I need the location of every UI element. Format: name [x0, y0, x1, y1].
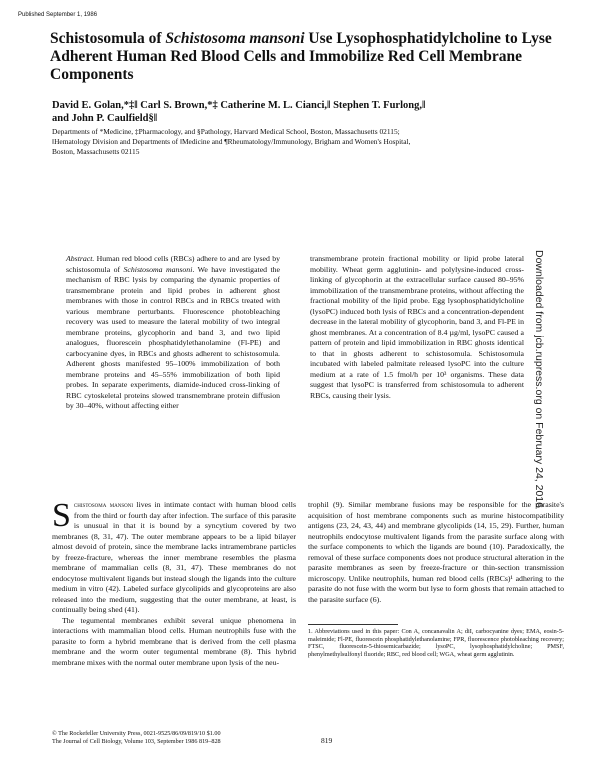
journal-citation: The Journal of Cell Biology, Volume 103, September 1986 819–828 [52, 737, 221, 745]
abstract-species: Schistosoma mansoni [123, 264, 193, 274]
intro-paragraph-1 [52, 497, 296, 616]
abstract-left-column [66, 254, 280, 412]
abstract-text-2: . We have investigated the mechanism of RBC lysis by comparing the dynamic properties of transmembrane protein and lipid probes in adherent ghost membranes with those in control RBCs and in RBCs treated with various membrane perturbants. Fluorescence photobleaching recovery was used to measure the lateral mobility of two integral membrane proteins, glycophorin and band 3, and two lipid analogues, fluorescein phosphatidylethanolamine (Fl-PE) and carbocyanine dyes, in RBCs and ghosts adherent to schistosomula. Adherent ghosts manifested 95–100% immobilization of both membrane proteins and 45–55% immobilization of both lipid probes. In separate experiments, diamide-induced cross-linking of RBC cytoskeletal proteins slowed transmembrane protein diffusion by 30–40%, without affecting either [66, 264, 281, 410]
author-list [52, 100, 552, 125]
copyright-line-1: © The Rockefeller University Press, 0021-9525/86/09/819/10 $1.00 [52, 730, 221, 737]
drop-cap: S [52, 497, 71, 534]
affiliation-line-3: Boston, Massachusetts 02115 [52, 147, 140, 157]
affiliation-line-1: Departments of *Medicine, ‡Pharmacology, and §Pathology, Harvard Medical School, Boston, Massachusetts 02115; [52, 127, 400, 136]
body-right-column [308, 500, 564, 605]
abstract-paragraph [66, 254, 280, 412]
paper-title [50, 30, 570, 84]
authors-line-1: David E. Golan,*‡‖ Carl S. Brown,*‡ Catherine M. L. Cianci,‖ Stephen T. Furlong,‖ [52, 100, 426, 111]
affiliations [52, 127, 572, 158]
intro-paragraph-3: trophil (9). Similar membrane fusions may be responsible for the parasite's acquisition of host membrane components such as murine histocompatibility antigens (23, 24, 43, 44) and membrane glycolipids (14, 15, 29). Further, human neutrophils endocytose multivalent ligands from the parasite surface along with the surface components to which the ligands are bound (10). Paradoxically, the removal of these surface components does not produce structural alteration in the parasite membranes as seen by freeze-fracture or thin-section transmission microscopy. Unlike neutrophils, human red blood cells (RBCs)¹ adhering to the parasite do not fuse with the worm but lyse to form ghosts that remain attached to the parasite surface (6). [308, 500, 564, 604]
intro-lead-species: chistosoma mansoni [73, 500, 134, 509]
footnote: 1. Abbreviations used in this paper: Con A, concanavalin A; diI, carbocyanine dyes; EMA, eosin-5-maleimide; Fl-PE, fluorescein phosphatidylethanolamine; FPR, fluorescence photobleaching recovery; FTSC, fluorescein-5-thiosemicarbazide; lysoPC, lysophosphatidylcholine; PMSF, phenylmethylsulfonyl fluoride; RBC, red blood cell; WGA, wheat germ agglutinin. [308, 628, 564, 658]
download-watermark: Downloaded from jcb.rupress.org on February 24, 2016 [533, 250, 545, 508]
intro-paragraph-2: The tegumental membranes exhibit several unique phenomena in interactions with mammalian blood cells. Human neutrophils fuse with the parasite to form a hybrid membrane that is derived from the cell plasma membrane and the worm outer tegumental membrane (8). This hybrid membrane mixes with the normal outer membrane upon lysis of the neu- [52, 615, 296, 667]
authors-line-2: and John P. Caulfield§‖ [52, 112, 158, 124]
affiliation-line-2: ‖Hematology Division and Departments of ‖Medicine and ¶Rheumatology/Immunology, Brigham and Women's Hospital, [52, 137, 411, 147]
footnote-rule [308, 624, 398, 625]
abstract-continuation: transmembrane protein fractional mobility or lipid probe lateral mobility. Wheat germ agglutinin- and polylysine-induced cross-linking of glycophorin at the extracellular surface caused 80–95% immobilization of the transmembrane proteins, without affecting the fractional mobility of the lipid probe. Egg lysophosphatidylcholine (lysoPC) induced both lysis of RBCs and a concentration-dependent decrease in the lateral mobility of glycophorin, band 3, and Fl-PE in ghost membranes. At a concentration of 8.4 µg/ml, lysoPC caused a pattern of protein and lipid immobilization in RBC ghosts identical to that in ghosts adherent to schistosomula. Schistosomula incubated with labeled palmitate released lysoPC into the culture medium at a rate of 1.5 fmol/h per 10³ organisms. These data suggest that lysoPC is transferred from schistosomula to adherent RBCs, causing their lysis. [310, 254, 524, 400]
title-part-2: Use Lysophosphatidylcholine to Lyse Adherent Human Red Blood Cells and Immobilize Red Cell Membrane Components [50, 30, 552, 83]
copyright-notice [52, 730, 352, 745]
title-part-1: Schistosomula of [50, 30, 166, 47]
page-number: 819 [321, 736, 333, 745]
abstract-right-column [310, 254, 524, 401]
title-species: Schistosoma mansoni [165, 30, 305, 47]
publication-date: Published September 1, 1986 [18, 12, 98, 18]
abstract-text-1: Human red blood cells (RBCs) adhere to and are lysed by schistosomula of [66, 254, 280, 274]
body-left-column [52, 497, 296, 668]
abstract-label: Abstract. [66, 254, 95, 263]
intro-text-1: lives in intimate contact with human blood cells from the third or fourth day after infection. The surface of this parasite is unusual in that it is bound by a syncytium covered by two membranes (8, 31, 47). The outer membrane appears to be a lipid bilayer almost devoid of protein, since the membrane lacks intramembrane particles by freeze-fracture, whereas the inner membrane resembles the plasma membrane of mammalian cells (8, 31, 47). These membranes do not endocytose multivalent ligands but instead slough the ligands into the culture medium in vitro (42). Labeled surface glycolipids and glycoproteins are also released into the medium, suggesting that the outer membrane, at least, is continually being shed (41). [52, 500, 296, 614]
